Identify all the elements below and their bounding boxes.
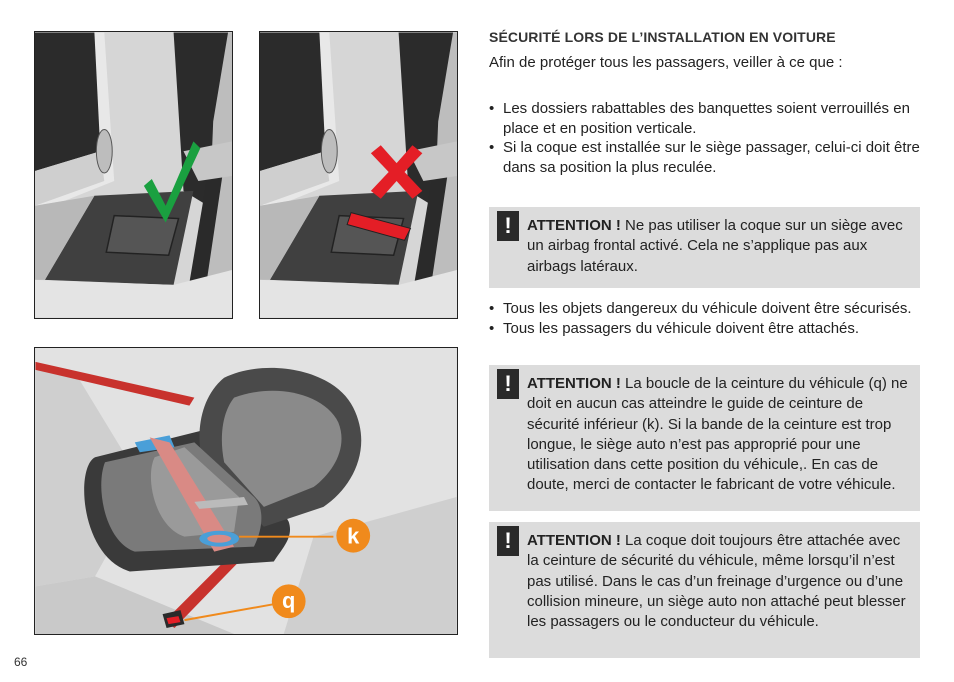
warning-box-buckle: [489, 365, 920, 511]
car-seat-illustration: [35, 348, 457, 634]
warning-box-airbag: [489, 207, 920, 288]
callout-k-label: k: [347, 523, 360, 549]
exclamation-icon: !: [504, 213, 512, 238]
bullet-icon: •: [489, 319, 495, 337]
car-dashboard-illustration-bad: [260, 32, 457, 318]
figure-car-seat-belt: [34, 347, 458, 635]
bullet-icon: •: [489, 100, 495, 117]
warning-text: ATTENTION ! La boucle de la ceinture du véhicule (q) ne doit en aucun cas atteindre le guide de ceinture de sécurité inférieur (k). Si la bande de la ceinture est trop longue, le siège auto n’est pas approprié pour une utilisation dans cette position du véhicule,. En cas de doute, merci de contacter le fabricant de votre véhicule.: [527, 375, 908, 494]
exclamation-icon: !: [504, 528, 512, 553]
warning-text: ATTENTION ! La coque doit toujours être attachée avec la ceinture de sécurité du véhicule, même lorsqu’il n’est pas utilisé. Dans le cas d’un freinage d’urgence ou d’une collision mineure, un siège auto non attaché peut blesser les passagers ou le conducteur du véhicule.: [527, 532, 906, 631]
page-number: 66: [14, 655, 28, 669]
bullet-icon: •: [489, 139, 495, 156]
bullet-list-1: [489, 99, 920, 177]
bullet-icon: •: [489, 300, 495, 317]
figure-airbag-on: [259, 31, 458, 319]
callout-q-label: q: [282, 588, 296, 614]
section-heading: SÉCURITÉ LORS DE L’INSTALLATION EN VOITURE: [489, 29, 836, 45]
figure-airbag-off: [34, 31, 233, 319]
list-item: • Les dossiers rabattables des banquettes soient verrouillés en place et en position verticale.: [489, 100, 910, 137]
warning-text: ATTENTION ! Ne pas utiliser la coque sur un siège avec un airbag frontal activé. Cela ne s’applique pas aux airbags latéraux.: [527, 217, 903, 275]
car-dashboard-illustration-ok: [35, 32, 232, 318]
list-item: • Tous les passagers du véhicule doivent être attachés.: [489, 319, 860, 337]
exclamation-icon: !: [504, 371, 512, 396]
intro-text: Afin de protéger tous les passagers, veiller à ce que :: [489, 54, 843, 71]
list-item: • Tous les objets dangereux du véhicule doivent être sécurisés.: [489, 300, 912, 317]
bullet-list-2: [489, 299, 920, 338]
list-item: • Si la coque est installée sur le siège passager, celui-ci doit être dans sa position la plus reculée.: [489, 139, 920, 176]
warning-box-attach: [489, 522, 920, 658]
